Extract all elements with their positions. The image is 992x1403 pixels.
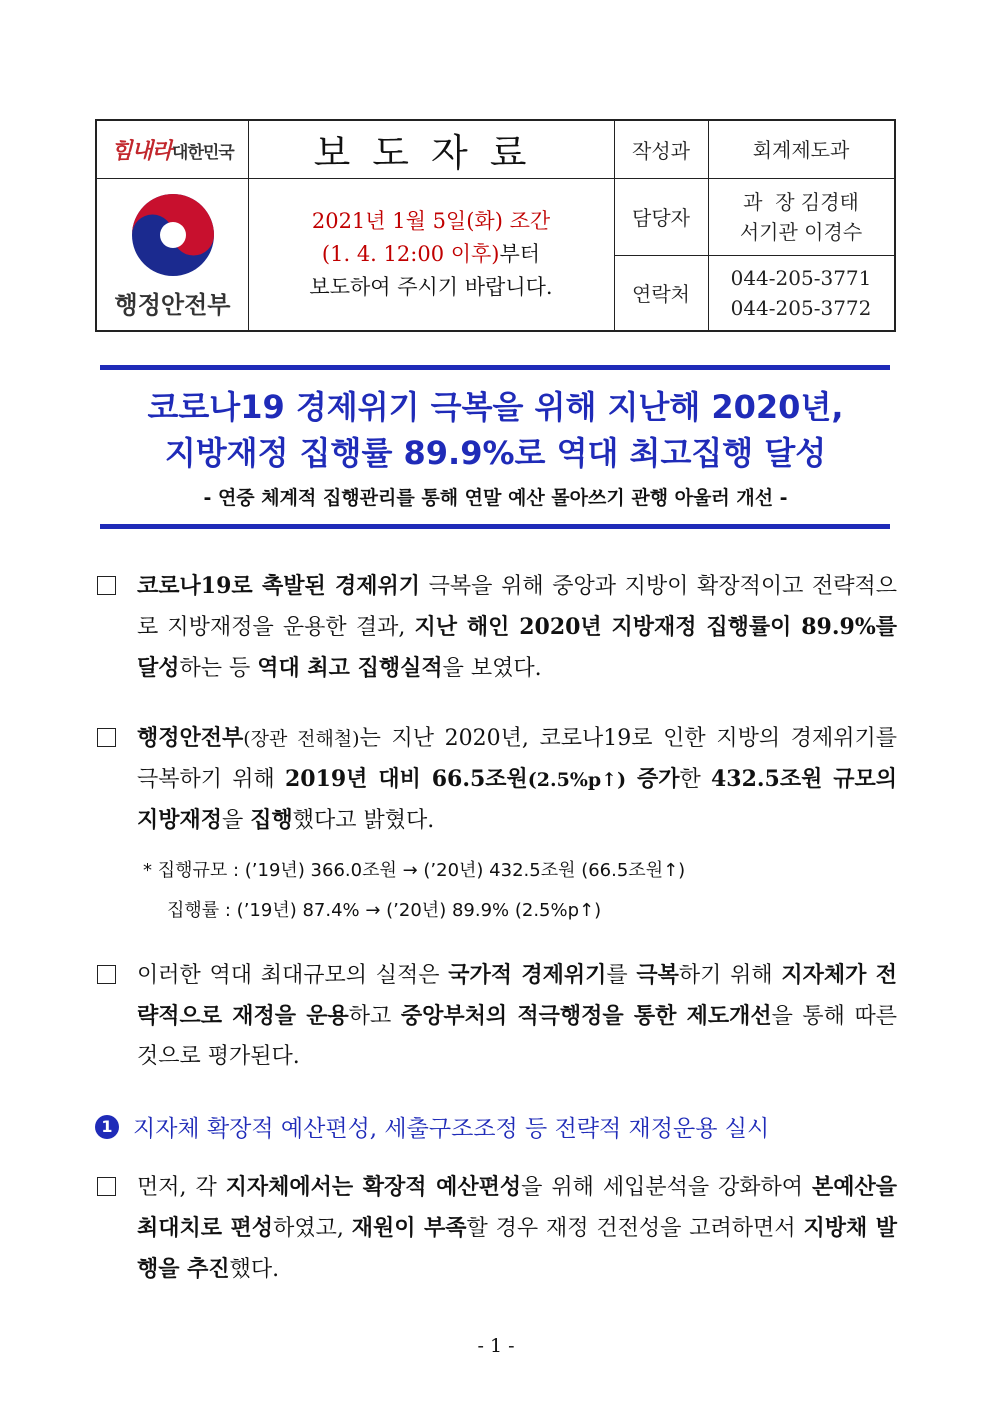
p3-text-a: 이러한 역대 최대규모의 실적은	[137, 963, 449, 988]
p4-bold-d: 본예산을 최대치로 편성	[137, 1174, 897, 1241]
contact-line-1: 과 장 김경태	[743, 189, 859, 214]
p1-text-d: 하는 등	[179, 656, 258, 681]
p3-text-c: 를	[606, 963, 637, 988]
contact-line-2: 서기관 이경수	[739, 219, 863, 244]
p2-text-k: 했다고 밝혔다.	[292, 808, 435, 833]
embargo-notice	[248, 178, 614, 330]
p3-bold-b: 국가적 경제위기	[448, 962, 607, 988]
p1-text-f: 을 보였다.	[442, 656, 542, 681]
p4-bold-b: 지자체에서는 확장적 예산편성	[225, 1174, 522, 1200]
p2-bold-h: 432.5조원 규모의 지방재정	[137, 766, 897, 833]
headline-line-2: 지방재정 집행률 89.9%로 역대 최고집행 달성	[164, 434, 827, 472]
ministry-name: 행정안전부	[114, 290, 231, 319]
p3-bold-f: 지자체가 전략적으로 재정을 운용	[137, 962, 897, 1029]
p2-text-g: 한	[679, 767, 711, 792]
checkbox-bullet-icon	[97, 576, 116, 595]
p3-bold-h: 중앙부처의 적극행정을 통한 제도개선	[400, 1003, 772, 1029]
phone-2: 044-205-3772	[730, 295, 872, 320]
phone-1: 044-205-3771	[730, 265, 872, 290]
p3-text-i: 을 통해 따른 것으로 평가된다.	[137, 1004, 898, 1069]
p1-bold-e: 역대 최고 집행실적	[257, 655, 443, 681]
page-number: - 1 -	[477, 1335, 515, 1357]
press-header-table	[95, 119, 896, 332]
paragraph-4	[97, 1167, 897, 1290]
p4-bold-f: 재원이 부족	[351, 1215, 467, 1241]
embargo-time: (1. 4. 12:00 이후)	[321, 241, 500, 266]
embargo-request: 보도하여 주시기 바랍니다.	[309, 274, 553, 299]
p2-bold-a: 행정안전부	[137, 725, 244, 751]
dept-label: 작성과	[632, 139, 690, 163]
p2-text-b: (장관 전해철)	[243, 728, 360, 750]
p4-bold-h: 지방채 발행을 추진	[137, 1215, 898, 1282]
p1-bold-a: 코로나19로 촉발된 경제위기	[137, 573, 421, 599]
phone-label: 연락처	[632, 282, 690, 306]
p2-text-i: 을	[222, 808, 251, 833]
paragraph-2	[97, 718, 897, 841]
checkbox-bullet-icon	[97, 965, 116, 984]
p2-bold-d: 2019년 대비 66.5조원	[284, 766, 528, 792]
paragraph-1	[97, 566, 897, 689]
p2-text-c: 는 지난 2020년, 코로나19로 인한 지방의 경제위기를 극복하기 위해	[137, 726, 897, 792]
p4-text-e: 하였고,	[273, 1216, 352, 1241]
embargo-tail: 부터	[499, 241, 541, 266]
headline-line-1: 코로나19 경제위기 극복을 위해 지난해 2020년,	[147, 388, 844, 426]
embargo-date: 2021년 1월 5일(화) 조간	[311, 208, 551, 233]
headline-bottom-rule	[100, 524, 890, 529]
contact-label: 담당자	[632, 206, 690, 230]
note-line-1: * 집행규모 : (’19년) 366.0조원 → (’20년) 432.5조원 (66.5조원↑)	[143, 860, 686, 881]
ministry-logo	[97, 178, 248, 330]
p3-text-g: 하고	[348, 1004, 401, 1029]
headline-top-rule	[100, 365, 890, 370]
p1-text-b: 극복을 위해 중앙과 지방이 확장적이고 전략적으로 지방재정을 운용한 결과,	[137, 574, 897, 640]
p3-text-e: 하기 위해	[678, 963, 782, 988]
note-line-2: 집행률 : (’19년) 87.4% → (’20년) 89.9% (2.5%p↑)	[167, 900, 602, 921]
section-title: 지자체 확장적 예산편성, 세출구조조정 등 전략적 재정운용 실시	[133, 1116, 770, 1142]
section-heading-1	[95, 1110, 769, 1143]
p4-text-i: 했다.	[229, 1257, 280, 1282]
p3-bold-d: 극복	[636, 962, 679, 988]
p1-bold-c: 지난 해인 2020년 지방재정 집행률이 89.9%를 달성	[137, 614, 897, 681]
p2-bold-e: (2.5%p↑)	[527, 769, 627, 791]
taegeuk-emblem-icon	[128, 189, 218, 281]
doc-type-title: 보도자료	[313, 131, 549, 175]
phone-value	[708, 255, 894, 330]
p2-bold-j: 집행	[250, 807, 293, 833]
p2-bold-f: 증가	[626, 766, 680, 792]
dept-value: 회계제도과	[752, 137, 850, 162]
slogan-logo: 힘내라대한민국	[111, 139, 234, 164]
checkbox-bullet-icon	[97, 728, 116, 747]
section-number-icon: 1	[95, 1115, 119, 1139]
p4-text-a: 먼저, 각	[137, 1175, 226, 1200]
p4-text-g: 할 경우 재정 건전성을 고려하면서	[466, 1216, 804, 1241]
headline-subtitle: - 연중 체계적 집행관리를 통해 연말 예산 몰아쓰기 관행 아울러 개선 -	[203, 487, 788, 509]
paragraph-3	[97, 955, 897, 1077]
checkbox-bullet-icon	[97, 1177, 116, 1196]
p4-text-c: 을 위해 세입분석을 강화하여	[521, 1175, 812, 1200]
contact-value	[708, 178, 894, 255]
